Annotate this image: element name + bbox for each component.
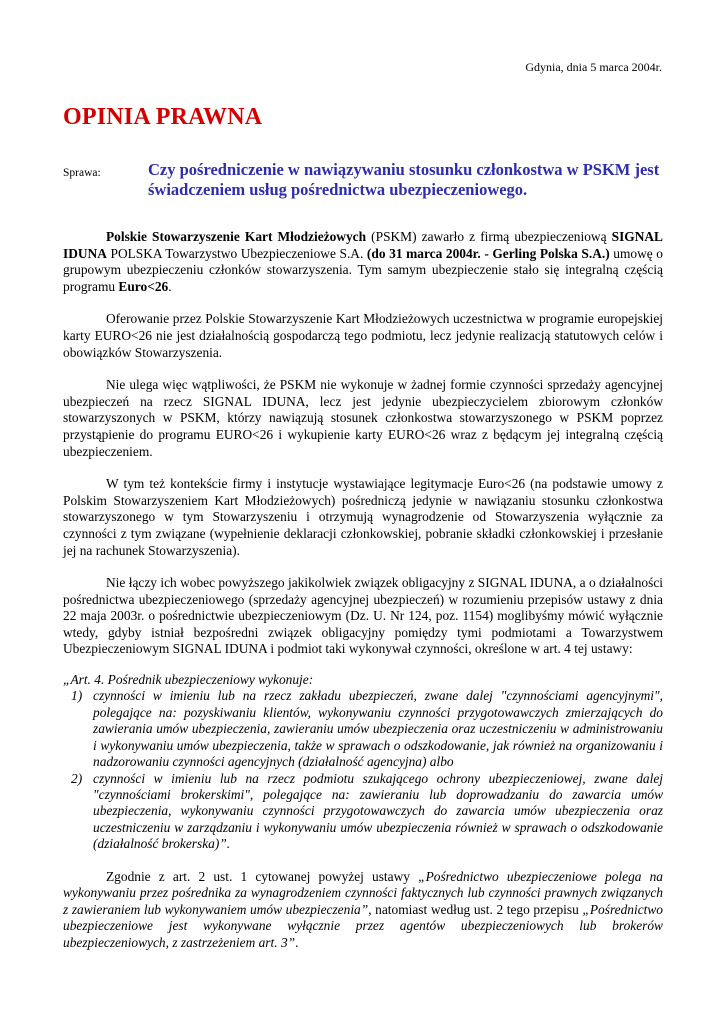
quote-item [63,771,663,853]
p6-quote-2: „Pośrednictwo ubezpieczeniowe jest wykonywane wyłącznie przez agentów ubezpieczeniowych lub brokerów ubezpieczeniowych, z zastrzeżeniem art. 3” [63,901,663,950]
program-name: Euro<26 [118,278,169,294]
p6-text-b: , natomiast według ust. 2 tego przepisu [368,901,583,917]
paragraph-6 [63,869,663,952]
p1-text-a: (PSKM) zawarło z firmą ubezpieczeniową [366,229,612,244]
paragraph-5: Nie łączy ich wobec powyższego jakikolwiek związek obligacyjny z SIGNAL IDUNA, a o działalności pośrednictwa ubezpieczeniowego (sprzedaży agencyjnej ubezpieczeń) w rozumieniu przepisów ustawy z dnia 22 maja 2003r. o pośrednictwie ubezpieczeniowym (Dz. U. Nr 124, poz. 1154) moglibyśmy mówić wyłącznie wtedy, gdyby istniał bezpośredni związek obligacyjny pomiędzy tymi podmiotami a Towarzystwem Ubezpieczeniowym SIGNAL IDUNA i podmiot taki wykonywał czynności, określone w art. 4 tej ustawy: [63,575,663,657]
insurer-name: SIGNAL IDUNA [63,229,663,261]
p1-text-d: . [168,278,172,294]
quote-item-text: czynności w imieniu lub na rzecz zakładu ubezpieczeń, zwane dalej "czynnościami agencyjnymi", polegające na: pozyskiwaniu klientów, wykonywaniu czynności przygotowawczych zmierzających do zawierania umów ubezpieczenia, zawieraniu umów ubezpieczenia oraz uczestniczeniu w administrowaniu i wykonywaniu umów ubezpieczenia, także w sprawach o odszkodowanie, jak również na organizowaniu i nadzorowaniu czynności agencyjnych (działalność agencyjna) albo [93,688,663,770]
p6-text-c: . [295,934,299,950]
quote-heading: „Art. 4. Pośrednik ubezpieczeniowy wykonuje: [63,672,314,688]
p6-quote-1: „Pośrednictwo ubezpieczeniowe polega na wykonywaniu przez pośrednika za wynagrodzeniem czynności faktycznych lub czynności prawnych związanych z zawieraniem lub wykonywaniem umów ubezpieczenia” [63,868,664,917]
quote-item-number: 2) [71,770,83,786]
p1-text-c: umowę o grupowym ubezpieczeniu członków stowarzyszenia. Tym samym ubezpieczenie stało się integralną częścią programu [63,245,663,294]
case-subject: Czy pośredniczenie w nawiązywaniu stosunku członkostwa w PSKM jest świadczeniem usług pośrednictwa ubezpieczeniowego. [148,160,660,199]
paragraph-3: Nie ulega więc wątpliwości, że PSKM nie wykonuje w żadnej formie czynności sprzedaży agencyjnej ubezpieczeń na rzecz SIGNAL IDUNA, lecz jest jedynie ubezpieczycielem zbiorowym członków stowarzyszonych w PSKM, którzy nawiązują stosunek członkostwa stowarzyszonego w PSKM poprzez przystąpienie do programu EURO<26 i wykupienie karty EURO<26 wraz z będącym jej integralną częścią ubezpieczeniem. [63,377,663,459]
p6-text-a: Zgodnie z art. 2 ust. 1 cytowanej powyżej ustawy [106,868,419,884]
p1-text-b: POLSKA Towarzystwo Ubezpieczeniowe S.A. [106,245,367,261]
paragraph-2: Oferowanie przez Polskie Stowarzyszenie Kart Młodzieżowych uczestnictwa w programie europejskiej karty EURO<26 nie jest działalnością gospodarczą tego podmiotu, lecz jedynie realizacją statutowych celów i obowiązków Stowarzyszenia. [63,311,663,360]
quote-item-number: 1) [71,688,83,704]
paragraph-1 [63,229,663,295]
paragraph-4: W tym też kontekście firmy i instytucje wystawiające legitymacje Euro<26 (na podstawie umowy z Polskim Stowarzyszeniem Kart Młodzieżowych) pośredniczą jedynie w nawiązaniu stosunku członkostwa stowarzyszonego w tym Stowarzyszeniu i otrzymują wynagrodzenie od Stowarzyszenia wyłącznie za czynności z tym związane (wypełnienie deklaracji członkowskiej, pobranie składki członkowskiej i przesłanie jej na rachunek Stowarzyszenia). [63,476,663,558]
statute-quote [63,672,663,852]
org-name: Polskie Stowarzyszenie Kart Młodzieżowych [106,229,367,244]
insurer-note: (do 31 marca 2004r. - Gerling Polska S.A.) [366,245,610,261]
document-body [63,229,663,952]
quote-item-text: czynności w imieniu lub na rzecz podmiotu szukającego ochrony ubezpieczeniowej, zwane dalej "czynnościami brokerskimi", polegające na: zawieraniu lub doprowadzaniu do zawarcia umów ubezpieczenia, wykonywaniu czynności przygotowawczych do zawarcia umów ubezpieczenia oraz uczestniczeniu w zarządzaniu i wykonywaniu umów ubezpieczenia również w sprawach o odszkodowanie (działalność brokerska)”. [93,770,663,852]
quote-item [63,688,663,770]
document-title: OPINIA PRAWNA [63,104,263,130]
document-date: Gdynia, dnia 5 marca 2004r. [525,60,662,74]
case-label: Sprawa: [63,167,101,179]
